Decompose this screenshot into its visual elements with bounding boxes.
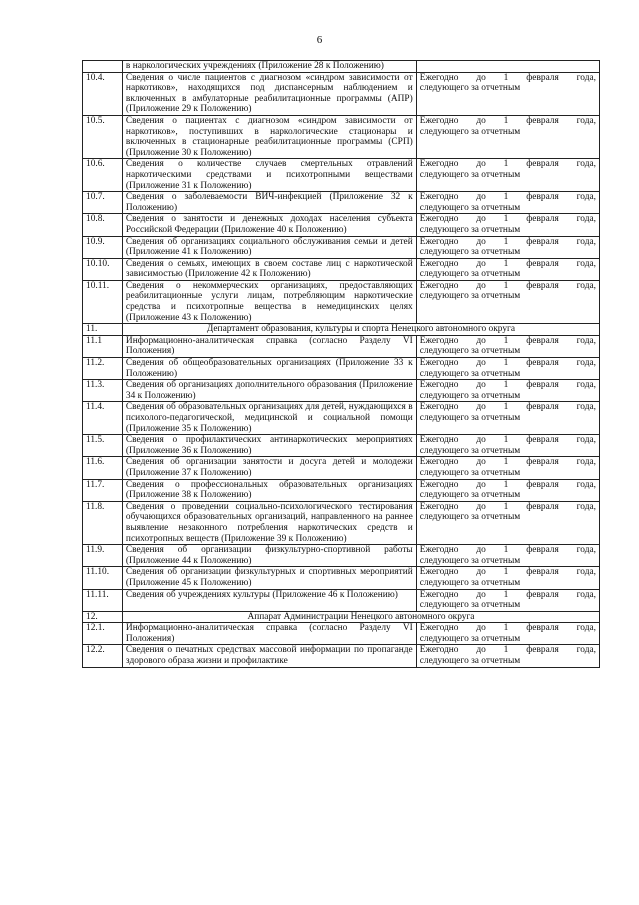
row-number: 10.11.: [83, 280, 123, 323]
row-number: 11.8.: [83, 501, 123, 544]
deadline-line-2: следующего за отчетным: [419, 633, 521, 644]
table-row: [83, 457, 600, 479]
deadline-line-2: следующего за отчетным: [419, 467, 521, 478]
row-number: 11.6.: [83, 457, 123, 479]
deadline-line-2: следующего за отчетным: [419, 269, 521, 280]
report-deadline: [416, 380, 599, 402]
report-deadline: [416, 567, 599, 589]
deadline-line-1: Ежегодно до 1 февраля года,: [419, 72, 596, 83]
report-description: Информационно-аналитическая справка (согласно Разделу VI Положения): [122, 335, 416, 357]
deadline-line-2: следующего за отчетным: [419, 126, 521, 137]
deadline-line-2: следующего за отчетным: [419, 512, 521, 523]
row-number: 10.4.: [83, 72, 123, 115]
report-deadline: [416, 435, 599, 457]
deadline-line-1: Ежегодно до 1 февраля года,: [419, 435, 596, 446]
section-row: [83, 611, 600, 623]
report-deadline: [416, 159, 599, 192]
report-description: Сведения о печатных средствах массовой информации по пропаганде здорового образа жизни и профилактике: [122, 645, 416, 667]
deadline-line-1: Ежегодно до 1 февраля года,: [419, 192, 596, 203]
table-row: [83, 358, 600, 380]
row-number: 11.4.: [83, 402, 123, 435]
table-row: [83, 435, 600, 457]
row-number: 11.10.: [83, 567, 123, 589]
deadline-line-2: следующего за отчетным: [419, 413, 521, 423]
deadline-line-1: Ежегодно до 1 февраля года,: [419, 567, 596, 578]
deadline-line-2: следующего за отчетным: [419, 368, 521, 379]
row-number: 10.5.: [83, 115, 123, 158]
table-row: [83, 623, 600, 645]
table-row: [83, 545, 600, 567]
report-deadline: [416, 501, 599, 544]
row-number: 11.11.: [83, 589, 123, 611]
deadline-line-1: Ежегодно до 1 февраля года,: [419, 335, 596, 346]
report-description: Сведения о числе пациентов с диагнозом «синдром зависимости от наркотиков», находящихся под диспансерным наблюдением и включенных в амбулаторные реабилитационные программы (АПР) (Приложение 29 к Положению): [122, 72, 416, 115]
row-number: 10.7.: [83, 192, 123, 214]
row-number: 11.9.: [83, 545, 123, 567]
report-description: Сведения об организациях социального обслуживания семьи и детей (Приложение 41 к Положению): [122, 236, 416, 258]
report-description: Сведения об общеобразовательных организациях (Приложение 33 к Положению): [122, 358, 416, 380]
row-number: 12.2.: [83, 645, 123, 667]
deadline-line-1: Ежегодно до 1 февраля года,: [419, 258, 596, 269]
table-row: [83, 236, 600, 258]
row-number: 12.: [83, 611, 123, 623]
deadline-line-2: следующего за отчетным: [419, 224, 521, 235]
report-deadline: [416, 402, 599, 435]
deadline-line-1: Ежегодно до 1 февраля года,: [419, 214, 596, 225]
deadline-line-1: Ежегодно до 1 февраля года,: [419, 115, 596, 126]
table-row: [83, 501, 600, 544]
deadline-line-2: следующего за отчетным: [419, 291, 521, 302]
deadline-line-2: следующего за отчетным: [419, 247, 521, 258]
row-number: 10.9.: [83, 236, 123, 258]
report-deadline: [416, 258, 599, 280]
table-row: [83, 402, 600, 435]
table-row: [83, 589, 600, 611]
deadline-line-1: Ежегодно до 1 февраля года,: [419, 358, 596, 369]
deadline-line-1: Ежегодно до 1 февраля года,: [419, 457, 596, 468]
table-row: [83, 72, 600, 115]
report-deadline: [416, 280, 599, 323]
report-deadline: [416, 645, 599, 667]
report-deadline: [416, 61, 599, 73]
table-row: [83, 280, 600, 323]
row-number: 11.3.: [83, 380, 123, 402]
table-row: [83, 258, 600, 280]
deadline-line-1: Ежегодно до 1 февраля года,: [419, 402, 596, 413]
report-description: Сведения об организации физкультурных и спортивных мероприятий (Приложение 45 к Положению): [122, 567, 416, 589]
report-deadline: [416, 236, 599, 258]
deadline-line-1: Ежегодно до 1 февраля года,: [419, 280, 596, 291]
page-number: 6: [316, 34, 323, 46]
report-description: Сведения о пациентах с диагнозом «синдром зависимости от наркотиков», поступивших в наркологические стационары и включенных в стационарные реабилитационные программы (СРП) (Приложение 30 к Положению): [122, 115, 416, 158]
report-deadline: [416, 479, 599, 501]
report-deadline: [416, 589, 599, 611]
report-description: Сведения о проведении социально-психологического тестирования обучающихся образовательных организаций, направленного на раннее выявление незаконного потребления наркотических средств и психотропных веществ (Приложение 39 к Положению): [122, 501, 416, 544]
report-description: Сведения о профилактических антинаркотических мероприятиях (Приложение 36 к Положению): [122, 435, 416, 457]
deadline-line-1: Ежегодно до 1 февраля года,: [419, 236, 596, 247]
row-number: 10.10.: [83, 258, 123, 280]
report-description: Сведения о количестве случаев смертельных отравлений наркотическими средствами и психотропными веществами (Приложение 31 к Положению): [122, 159, 416, 192]
table-row: [83, 159, 600, 192]
report-deadline: [416, 192, 599, 214]
row-number: [83, 61, 123, 73]
report-description: в наркологических учреждениях (Приложение 28 к Положению): [122, 61, 416, 73]
report-deadline: [416, 457, 599, 479]
table-row: [83, 567, 600, 589]
report-description: Сведения о заболеваемости ВИЧ-инфекцией (Приложение 32 к Положению): [122, 192, 416, 214]
report-deadline: [416, 214, 599, 236]
row-number: 11.2.: [83, 358, 123, 380]
row-number: 10.6.: [83, 159, 123, 192]
report-deadline: [416, 358, 599, 380]
section-title: Аппарат Администрации Ненецкого автономного округа: [122, 611, 599, 623]
section-row: [83, 324, 600, 336]
deadline-line-1: Ежегодно до 1 февраля года,: [419, 159, 596, 170]
row-number: 11.5.: [83, 435, 123, 457]
deadline-line-1: Ежегодно до 1 февраля года,: [419, 589, 596, 600]
report-description: Сведения об организациях дополнительного образования (Приложение 34 к Положению): [122, 380, 416, 402]
deadline-line-2: следующего за отчетным: [419, 656, 521, 667]
deadline-line-2: следующего за отчетным: [419, 346, 521, 357]
deadline-line-1: Ежегодно до 1 февраля года,: [419, 380, 596, 391]
row-number: 11.1: [83, 335, 123, 357]
report-deadline: [416, 115, 599, 158]
table-row: [83, 214, 600, 236]
row-number: 10.8.: [83, 214, 123, 236]
table-row: [83, 380, 600, 402]
row-number: 11.: [83, 324, 123, 336]
deadline-line-2: следующего за отчетным: [419, 445, 521, 456]
report-deadline: [416, 623, 599, 645]
report-description: Сведения об учреждениях культуры (Приложение 46 к Положению): [122, 589, 416, 611]
report-description: Сведения об организации занятости и досуга детей и молодежи (Приложение 37 к Положению): [122, 457, 416, 479]
report-deadline: [416, 545, 599, 567]
deadline-line-2: следующего за отчетным: [419, 600, 521, 611]
reporting-table: [82, 60, 600, 668]
deadline-line-2: следующего за отчетным: [419, 202, 521, 213]
row-number: 11.7.: [83, 479, 123, 501]
report-description: Сведения об организации физкультурно-спортивной работы (Приложение 44 к Положению): [122, 545, 416, 567]
report-deadline: [416, 72, 599, 115]
deadline-line-1: Ежегодно до 1 февраля года,: [419, 545, 596, 556]
report-description: Сведения о некоммерческих организациях, предоставляющих реабилитационные услуги лицам, потребляющим наркотические средства и психотропные вещества в немедицинских целях (Приложение 43 к Положению): [122, 280, 416, 323]
section-title: Департамент образования, культуры и спорта Ненецкого автономного округа: [122, 324, 599, 336]
table-row: [83, 335, 600, 357]
table-row: [83, 192, 600, 214]
table-row: [83, 115, 600, 158]
row-number: 12.1.: [83, 623, 123, 645]
table-row: [83, 645, 600, 667]
deadline-line-1: Ежегодно до 1 февраля года,: [419, 501, 596, 512]
deadline-line-2: следующего за отчетным: [419, 490, 521, 501]
report-description: Информационно-аналитическая справка (согласно Разделу VI Положения): [122, 623, 416, 645]
deadline-line-1: Ежегодно до 1 февраля года,: [419, 479, 596, 490]
deadline-line-2: следующего за отчетным: [419, 83, 521, 94]
report-description: Сведения об образовательных организациях для детей, нуждающихся в психолого-педагогической, медицинской и социальной помощи (Приложение 35 к Положению): [122, 402, 416, 435]
deadline-line-2: следующего за отчетным: [419, 555, 521, 566]
deadline-line-1: Ежегодно до 1 февраля года,: [419, 623, 596, 634]
report-description: Сведения о профессиональных образовательных организациях (Приложение 38 к Положению): [122, 479, 416, 501]
deadline-line-2: следующего за отчетным: [419, 169, 521, 180]
table-body: [83, 61, 600, 668]
deadline-line-2: следующего за отчетным: [419, 390, 521, 401]
table-row: [83, 479, 600, 501]
report-description: Сведения о занятости и денежных доходах населения субъекта Российской Федерации (Приложение 40 к Положению): [122, 214, 416, 236]
deadline-line-2: следующего за отчетным: [419, 577, 521, 588]
table-row: [83, 61, 600, 73]
report-description: Сведения о семьях, имеющих в своем составе лиц с наркотической зависимостью (Приложение 42 к Положению): [122, 258, 416, 280]
report-deadline: [416, 335, 599, 357]
deadline-line-1: Ежегодно до 1 февраля года,: [419, 645, 596, 656]
